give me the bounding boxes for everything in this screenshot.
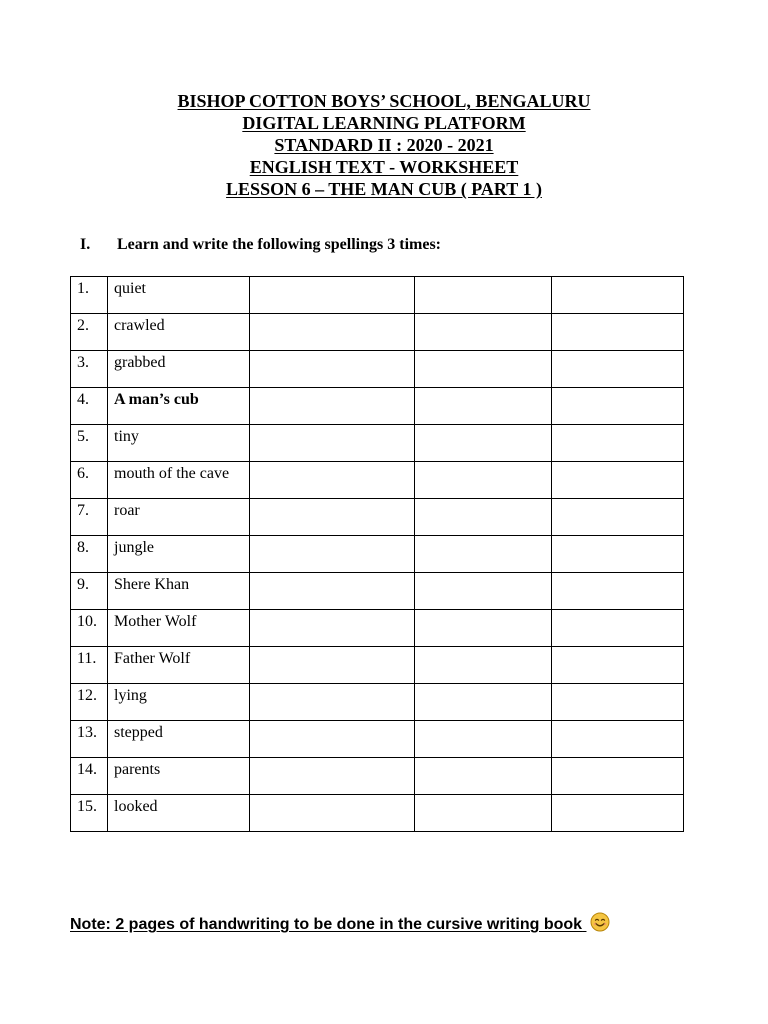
write-box-1[interactable] — [250, 277, 415, 314]
spelling-word: roar — [108, 499, 250, 536]
write-box-2[interactable] — [415, 425, 552, 462]
write-box-2[interactable] — [415, 277, 552, 314]
table-row — [71, 684, 684, 721]
write-box-3[interactable] — [552, 388, 684, 425]
spelling-word: mouth of the cave — [108, 462, 250, 499]
spelling-word: parents — [108, 758, 250, 795]
write-box-2[interactable] — [415, 610, 552, 647]
row-number: 3. — [71, 351, 108, 388]
write-box-3[interactable] — [552, 536, 684, 573]
write-box-2[interactable] — [415, 388, 552, 425]
row-number: 13. — [71, 721, 108, 758]
table-row — [71, 314, 684, 351]
write-box-2[interactable] — [415, 721, 552, 758]
spelling-word: Shere Khan — [108, 573, 250, 610]
write-box-3[interactable] — [552, 684, 684, 721]
write-box-2[interactable] — [415, 462, 552, 499]
row-number: 11. — [71, 647, 108, 684]
note-text: Note: 2 pages of handwriting to be done in the cursive writing book — [70, 916, 583, 933]
row-number: 12. — [71, 684, 108, 721]
write-box-2[interactable] — [415, 351, 552, 388]
write-box-3[interactable] — [552, 647, 684, 684]
write-box-3[interactable] — [552, 351, 684, 388]
write-box-3[interactable] — [552, 721, 684, 758]
table-row — [71, 462, 684, 499]
write-box-3[interactable] — [552, 795, 684, 832]
write-box-2[interactable] — [415, 499, 552, 536]
worksheet-header — [0, 90, 768, 200]
write-box-3[interactable] — [552, 314, 684, 351]
write-box-1[interactable] — [250, 536, 415, 573]
standard-year: STANDARD II : 2020 - 2021 — [274, 135, 494, 155]
write-box-1[interactable] — [250, 425, 415, 462]
table-row — [71, 499, 684, 536]
write-box-3[interactable] — [552, 425, 684, 462]
write-box-1[interactable] — [250, 610, 415, 647]
write-box-1[interactable] — [250, 573, 415, 610]
row-number: 7. — [71, 499, 108, 536]
table-row — [71, 277, 684, 314]
table-row — [71, 795, 684, 832]
row-number: 9. — [71, 573, 108, 610]
spelling-word: jungle — [108, 536, 250, 573]
table-row — [71, 721, 684, 758]
table-row — [71, 573, 684, 610]
write-box-2[interactable] — [415, 573, 552, 610]
write-box-1[interactable] — [250, 721, 415, 758]
write-box-1[interactable] — [250, 647, 415, 684]
write-box-1[interactable] — [250, 388, 415, 425]
platform-name: DIGITAL LEARNING PLATFORM — [242, 113, 526, 133]
spelling-word: Father Wolf — [108, 647, 250, 684]
row-number: 10. — [71, 610, 108, 647]
write-box-1[interactable] — [250, 684, 415, 721]
spelling-word: Mother Wolf — [108, 610, 250, 647]
write-box-3[interactable] — [552, 277, 684, 314]
spelling-word: crawled — [108, 314, 250, 351]
smiling-face-icon-svg — [590, 912, 610, 932]
spelling-word: A man’s cub — [108, 388, 250, 425]
row-number: 6. — [71, 462, 108, 499]
section-number: I. — [80, 236, 91, 253]
spelling-word: quiet — [108, 277, 250, 314]
instruction-text: Learn and write the following spellings 3 times: — [117, 236, 441, 253]
table-row — [71, 351, 684, 388]
section-instruction — [80, 235, 441, 255]
row-number: 15. — [71, 795, 108, 832]
row-number: 5. — [71, 425, 108, 462]
row-number: 1. — [71, 277, 108, 314]
table-row — [71, 536, 684, 573]
write-box-2[interactable] — [415, 758, 552, 795]
table-row — [71, 647, 684, 684]
spelling-word: stepped — [108, 721, 250, 758]
write-box-3[interactable] — [552, 758, 684, 795]
spelling-word: lying — [108, 684, 250, 721]
row-number: 4. — [71, 388, 108, 425]
write-box-3[interactable] — [552, 610, 684, 647]
write-box-1[interactable] — [250, 351, 415, 388]
lesson-title: LESSON 6 – THE MAN CUB ( PART 1 ) — [226, 179, 542, 199]
spelling-word: tiny — [108, 425, 250, 462]
row-number: 8. — [71, 536, 108, 573]
spelling-word: grabbed — [108, 351, 250, 388]
handwriting-note — [70, 912, 610, 938]
write-box-3[interactable] — [552, 462, 684, 499]
spelling-word: looked — [108, 795, 250, 832]
table-row — [71, 610, 684, 647]
table-row — [71, 425, 684, 462]
write-box-1[interactable] — [250, 314, 415, 351]
school-name: BISHOP COTTON BOYS’ SCHOOL, BENGALURU — [177, 91, 591, 111]
write-box-2[interactable] — [415, 684, 552, 721]
write-box-1[interactable] — [250, 462, 415, 499]
write-box-2[interactable] — [415, 647, 552, 684]
write-box-2[interactable] — [415, 314, 552, 351]
spelling-table — [70, 276, 684, 832]
write-box-3[interactable] — [552, 573, 684, 610]
row-number: 2. — [71, 314, 108, 351]
table-row — [71, 758, 684, 795]
write-box-3[interactable] — [552, 499, 684, 536]
table-row — [71, 388, 684, 425]
write-box-1[interactable] — [250, 758, 415, 795]
write-box-2[interactable] — [415, 536, 552, 573]
write-box-1[interactable] — [250, 795, 415, 832]
worksheet-title: ENGLISH TEXT - WORKSHEET — [249, 157, 519, 177]
row-number: 14. — [71, 758, 108, 795]
smiling-face-icon — [590, 912, 610, 938]
write-box-2[interactable] — [415, 795, 552, 832]
write-box-1[interactable] — [250, 499, 415, 536]
